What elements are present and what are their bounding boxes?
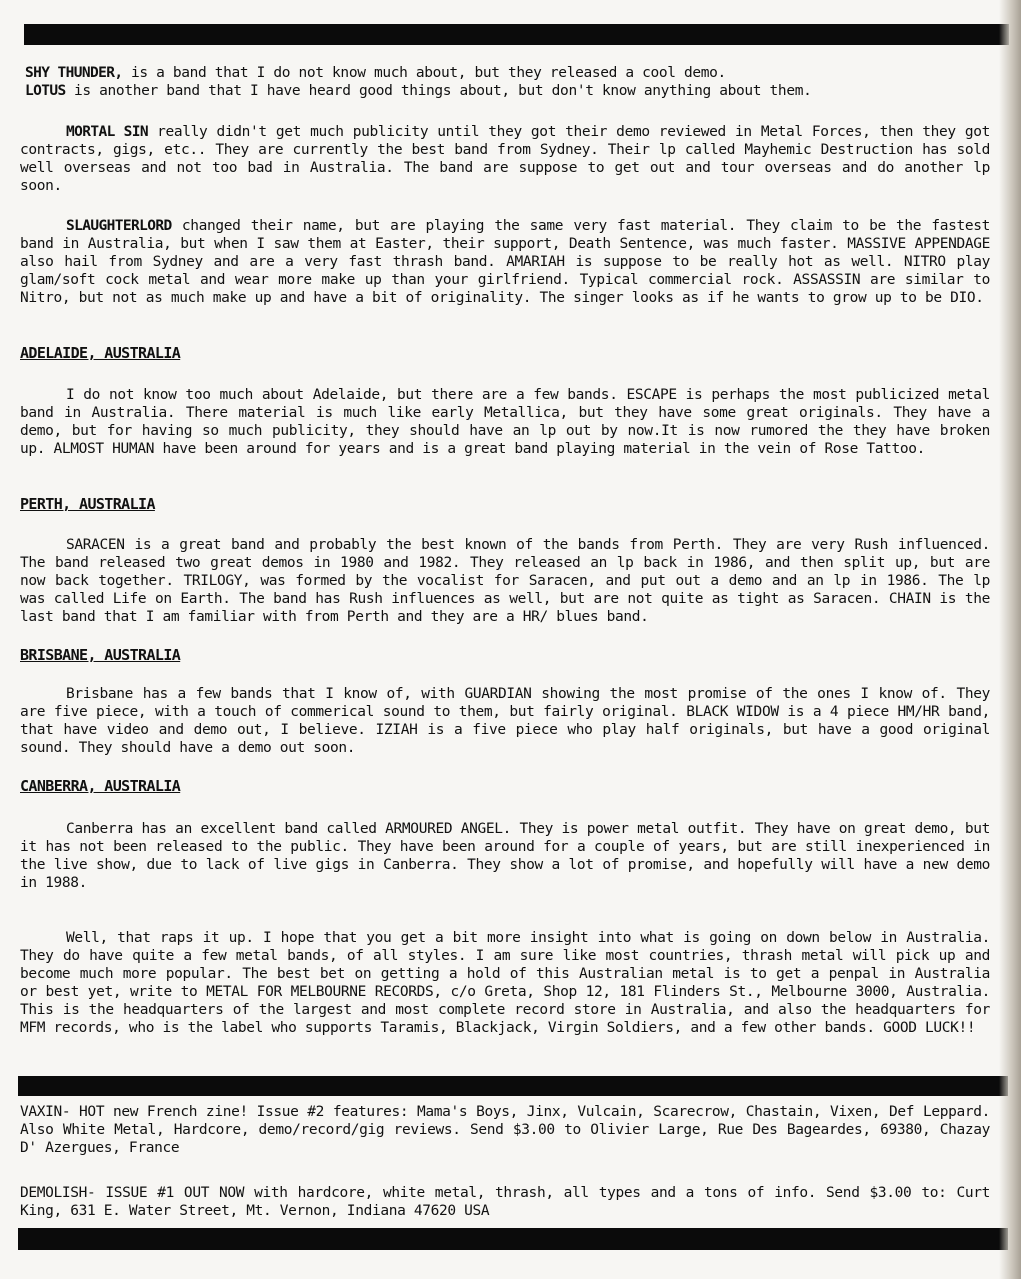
band-name-shy-thunder: SHY THUNDER, xyxy=(25,65,123,81)
perth-paragraph: SARACEN is a great band and probably the best known of the bands from Perth. They are very Rush influenced. The band released two great demos in 1980 and 1982. They released an lp back in 1986, and then split up, but are now back together. TRILOGY, was formed by the vocalist for Saracen, and put out a demo and an lp in 1986. The lp was called Life on Earth. The band has Rush influences as well, but are not quite as tight as Saracen. CHAIN is the last band that I am familiar with from Perth and they are a HR/ blues band. xyxy=(20,537,990,625)
section-heading-perth: PERTH, AUSTRALIA xyxy=(20,495,155,513)
closing-paragraph: Well, that raps it up. I hope that you get a bit more insight into what is going on down below in Australia. They do have quite a few metal bands, of all styles. I am sure like most countries, thrash metal will pick up and become much more popular. The best bet on getting a hold of this Australian metal is to get a penpal in Australia or best yet, write to METAL FOR MELBOURNE RECORDS, c/o Greta, Shop 12, 181 Flinders St., Melbourne 3000, Australia. This is the headquarters of the largest and most complete record store in Australia, and also the headquarters for MFM records, who is the label who supports Taramis, Blackjack, Virgin Soldiers, and a few other bands. GOOD LUCK!! xyxy=(20,930,990,1036)
band-name-slaughterlord: SLAUGHTERLORD xyxy=(66,218,172,234)
canberra-paragraph: Canberra has an excellent band called ARMOURED ANGEL. They is power metal outfit. They have on great demo, but it has not been released to the public. They have been around for a couple of years, but are still inexperienced in the live show, due to lack of live gigs in Canberra. They show a lot of promise, and hopefully will have a new demo in 1988. xyxy=(20,821,990,891)
band-name-lotus: LOTUS xyxy=(25,83,66,99)
middle-rule xyxy=(18,1076,1008,1096)
mortal-sin-text: really didn't get much publicity until they got their demo reviewed in Metal Forces, then they got contracts, gigs, etc.. They are currently the best band from Sydney. Their lp called Mayhemic Destruction has sold well overseas and not too bad in Australia. The band are suppose to get out and tour overseas and do another lp soon. xyxy=(20,124,990,194)
section-heading-adelaide: ADELAIDE, AUSTRALIA xyxy=(20,344,181,362)
bottom-rule xyxy=(18,1228,1008,1250)
slaughterlord-paragraph xyxy=(20,217,990,307)
section-heading-canberra: CANBERRA, AUSTRALIA xyxy=(20,777,181,795)
vaxin-ad: VAXIN- HOT new French zine! Issue #2 features: Mama's Boys, Jinx, Vulcain, Scarecrow, Chastain, Vixen, Def Leppard. Also White Metal, Hardcore, demo/record/gig reviews. Send $3.00 to Olivier Large, Rue Des Bageardes, 69380, Chazay D' Azergues, France xyxy=(20,1104,990,1156)
intro-block xyxy=(20,64,990,100)
lotus-line xyxy=(20,82,990,100)
adelaide-paragraph: I do not know too much about Adelaide, but there are a few bands. ESCAPE is perhaps the most publicized metal band in Australia. There material is much like early Metallica, but they have some great originals. They have a demo, but for having so much publicity, they should have an lp out by now.It is now rumored the they have broken up. ALMOST HUMAN have been around for years and is a great band playing material in the vein of Rose Tattoo. xyxy=(20,387,990,457)
lotus-text: is another band that I have heard good things about, but don't know anything about them. xyxy=(65,83,812,99)
brisbane-paragraph: Brisbane has a few bands that I know of, with GUARDIAN showing the most promise of the ones I know of. They are five piece, with a touch of commerical sound to them, but fairly original. BLACK WIDOW is a 4 piece HM/HR band, that have video and demo out, I believe. IZIAH is a five piece who play half originals, but have a good original sound. They should have a demo out soon. xyxy=(20,686,990,756)
band-name-mortal-sin: MORTAL SIN xyxy=(66,124,149,140)
top-rule xyxy=(24,24,1009,45)
section-heading-brisbane: BRISBANE, AUSTRALIA xyxy=(20,646,181,664)
page-edge-shadow xyxy=(999,0,1021,1279)
shy-thunder-text: is a band that I do not know much about, but they released a cool demo. xyxy=(122,65,726,81)
slaughterlord-text: changed their name, but are playing the same very fast material. They claim to be the fastest band in Australia, but when I saw them at Easter, their support, Death Sentence, was much faster. MASSIVE APPENDAGE also hail from Sydney and are a very fast thrash band. AMARIAH is suppose to be really hot as well. NITRO play glam/soft cock metal and wear more make up than your girlfriend. Typical commercial rock. ASSASSIN are similar to Nitro, but not as much make up and have a bit of originality. The singer looks as if he wants to grow up to be DIO. xyxy=(20,218,990,306)
shy-thunder-line xyxy=(20,64,990,82)
demolish-ad: DEMOLISH- ISSUE #1 OUT NOW with hardcore, white metal, thrash, all types and a tons of info. Send $3.00 to: Curt King, 631 E. Water Street, Mt. Vernon, Indiana 47620 USA xyxy=(20,1185,990,1219)
mortal-sin-paragraph xyxy=(20,123,990,195)
